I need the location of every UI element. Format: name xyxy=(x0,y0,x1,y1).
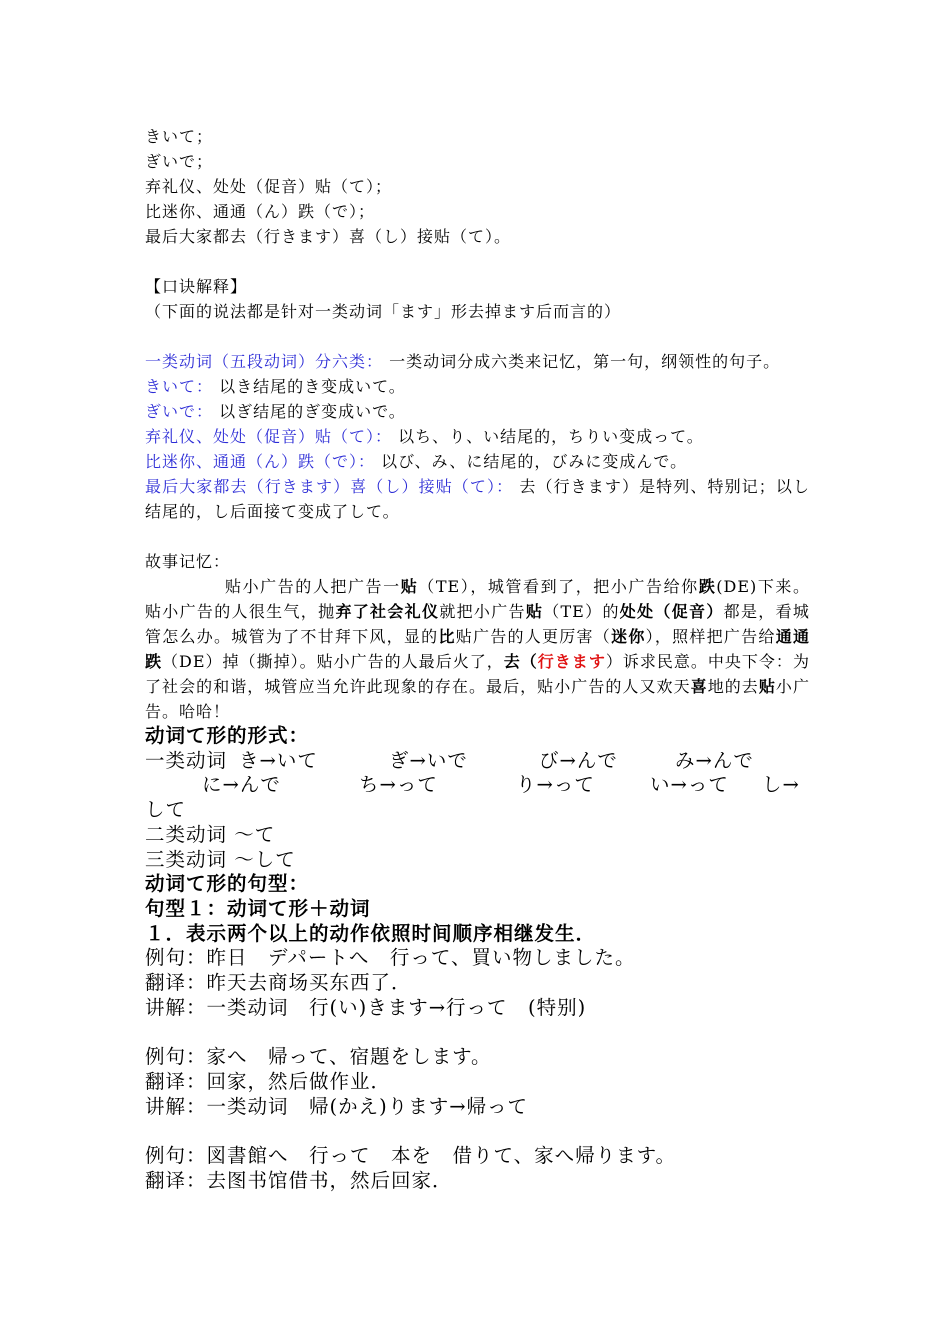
story-bold: 通通跌 xyxy=(145,627,810,671)
story-text: (DE)下来。 贴小广告的人很生气，抛 xyxy=(145,577,810,621)
mnemonic-lines xyxy=(145,124,810,249)
story-bold: 喜 xyxy=(690,677,708,696)
conj-item: ち→って xyxy=(359,773,438,797)
story-text: （DE）掉（撕掉）。贴小广告的人最后火了， xyxy=(162,652,504,671)
explanation-heading: 【口诀解释】 xyxy=(145,277,248,296)
example-translation: 翻译：去图书馆借书，然后回家． xyxy=(145,1168,453,1192)
story-text: ）诉求民意。中央下令：为了社会的和谐，城管应当允许此现象的存在。最后，贴小广告的人又欢天 xyxy=(145,652,810,696)
group1-row xyxy=(145,773,810,798)
conj-item: ぎ→いで xyxy=(389,748,468,772)
group2-line: 二类动词 ～て xyxy=(145,822,276,846)
explanation-note: （下面的说法都是针对一类动词「ます」形去掉ます后而言的） xyxy=(145,302,622,321)
explanation-term: 最后大家都去（行きます）喜（し）接贴（て）： xyxy=(145,477,514,496)
story-text: 都是，看城管怎么办。城管为了不甘拜下风，显的 xyxy=(145,602,810,646)
example-sentence: 例句：昨日 デパートへ 行って、買い物しました。 xyxy=(145,946,636,970)
explanation-item xyxy=(145,399,810,424)
conj-item: し→ xyxy=(762,773,800,797)
conj-item: き→いて xyxy=(239,748,318,772)
explanation-item xyxy=(145,424,810,449)
conj-item: に→んで xyxy=(202,773,281,797)
group3-line: 三类动词 ～して xyxy=(145,847,296,871)
explanation-term: ぎいで： xyxy=(145,402,214,421)
explanation-term: 弃礼仪、处处（促音）贴（て）： xyxy=(145,427,393,446)
pattern-title: 句型１：动词て形＋动词 xyxy=(145,896,371,920)
story-text: （TE），城管看到了，把小广告给你 xyxy=(418,577,699,596)
explanation-term: きいて： xyxy=(145,377,214,396)
mnemonic-line: 比迷你、通通（ん）跌（で）； xyxy=(145,202,376,221)
explanation-item xyxy=(145,374,810,399)
story-text: （TE）的 xyxy=(543,602,620,621)
group1-row: して xyxy=(145,798,187,822)
explanation-text: 以び、み、に结尾的，びみに变成んで。 xyxy=(381,452,688,471)
example-sentence: 例句：図書館へ 行って 本を 借りて、家へ帰ります。 xyxy=(145,1143,677,1167)
explanation-term: 比迷你、通通（ん）跌（で）： xyxy=(145,452,376,471)
story-bold: 贴 xyxy=(525,602,544,621)
explanation-term: 一类动词（五段动词）分六类： xyxy=(145,352,384,371)
example-explanation: 讲解：一类动词 行(い)きます→行って (特别) xyxy=(145,995,587,1019)
group1-row xyxy=(145,749,810,774)
explanation-text: 以ち、り、い结尾的，ちりい变成って。 xyxy=(398,427,704,446)
story-bold: 去 xyxy=(503,652,521,671)
mnemonic-line: 弃礼仪、处处（促音）贴（て）； xyxy=(145,177,393,196)
story-text: 贴小广告的人把广告一 xyxy=(225,577,401,596)
explanation-text: 以き结尾的き变成いて。 xyxy=(219,377,406,396)
story-red: 行きます xyxy=(537,652,606,671)
story-paragraph xyxy=(145,574,810,724)
explanation-item xyxy=(145,474,810,524)
conj-item: み→んで xyxy=(675,748,754,772)
story-bold: 比 xyxy=(438,627,456,646)
explanation-text: 一类动词分成六类来记忆，第一句，纲领性的句子。 xyxy=(389,352,781,371)
example-sentence: 例句：家へ 帰って、宿題をします。 xyxy=(145,1045,492,1069)
story-bold: （ xyxy=(520,652,538,671)
story-bold: 弃了社会礼仪 xyxy=(335,602,440,621)
story-bold: 处处（促音） xyxy=(619,602,724,621)
story-text: ），照样把广告给 xyxy=(645,627,776,646)
explanation-text: 以ぎ结尾的ぎ变成いで。 xyxy=(219,402,406,421)
mnemonic-line: きいて； xyxy=(145,127,214,146)
te-form-heading: 动词て形的形式： xyxy=(145,724,310,747)
story-heading: 故事记忆： xyxy=(145,552,231,571)
conj-item: り→って xyxy=(516,773,595,797)
example-translation: 翻译：昨天去商场买东西了． xyxy=(145,971,412,995)
story-text: 小广告。哈哈！ xyxy=(145,677,810,721)
story-text: 贴广告的人更厉害（ xyxy=(455,627,612,646)
example-translation: 翻译：回家，然后做作业． xyxy=(145,1069,392,1093)
pattern-heading: 动词て形的句型： xyxy=(145,872,310,896)
document-page xyxy=(145,124,810,1193)
story-text: 就把小广告 xyxy=(439,602,526,621)
story-bold: 贴 xyxy=(400,577,419,596)
explanation-text: 去（行きます）是特列、特别记；以し结尾的，し后面接て变成了して。 xyxy=(145,477,810,521)
group1-label: 一类动词 xyxy=(145,748,228,772)
explanation-item xyxy=(145,449,810,474)
story-bold: 跌 xyxy=(698,577,717,596)
mnemonic-line: ぎいで； xyxy=(145,152,214,171)
example-explanation: 讲解：一类动词 帰(かえ)ります→帰って xyxy=(145,1094,529,1118)
conj-item: い→って xyxy=(650,773,729,797)
story-bold: 贴 xyxy=(758,677,776,696)
explanation-item xyxy=(145,349,810,374)
story-bold: 迷你 xyxy=(611,627,646,646)
pattern-point: １．表示两个以上的动作依照时间顺序相继发生． xyxy=(145,921,597,945)
mnemonic-line: 最后大家都去（行きます）喜（し）接贴（て）。 xyxy=(145,227,512,246)
story-text: 地的去 xyxy=(707,677,759,696)
conj-item: び→んで xyxy=(539,748,618,772)
